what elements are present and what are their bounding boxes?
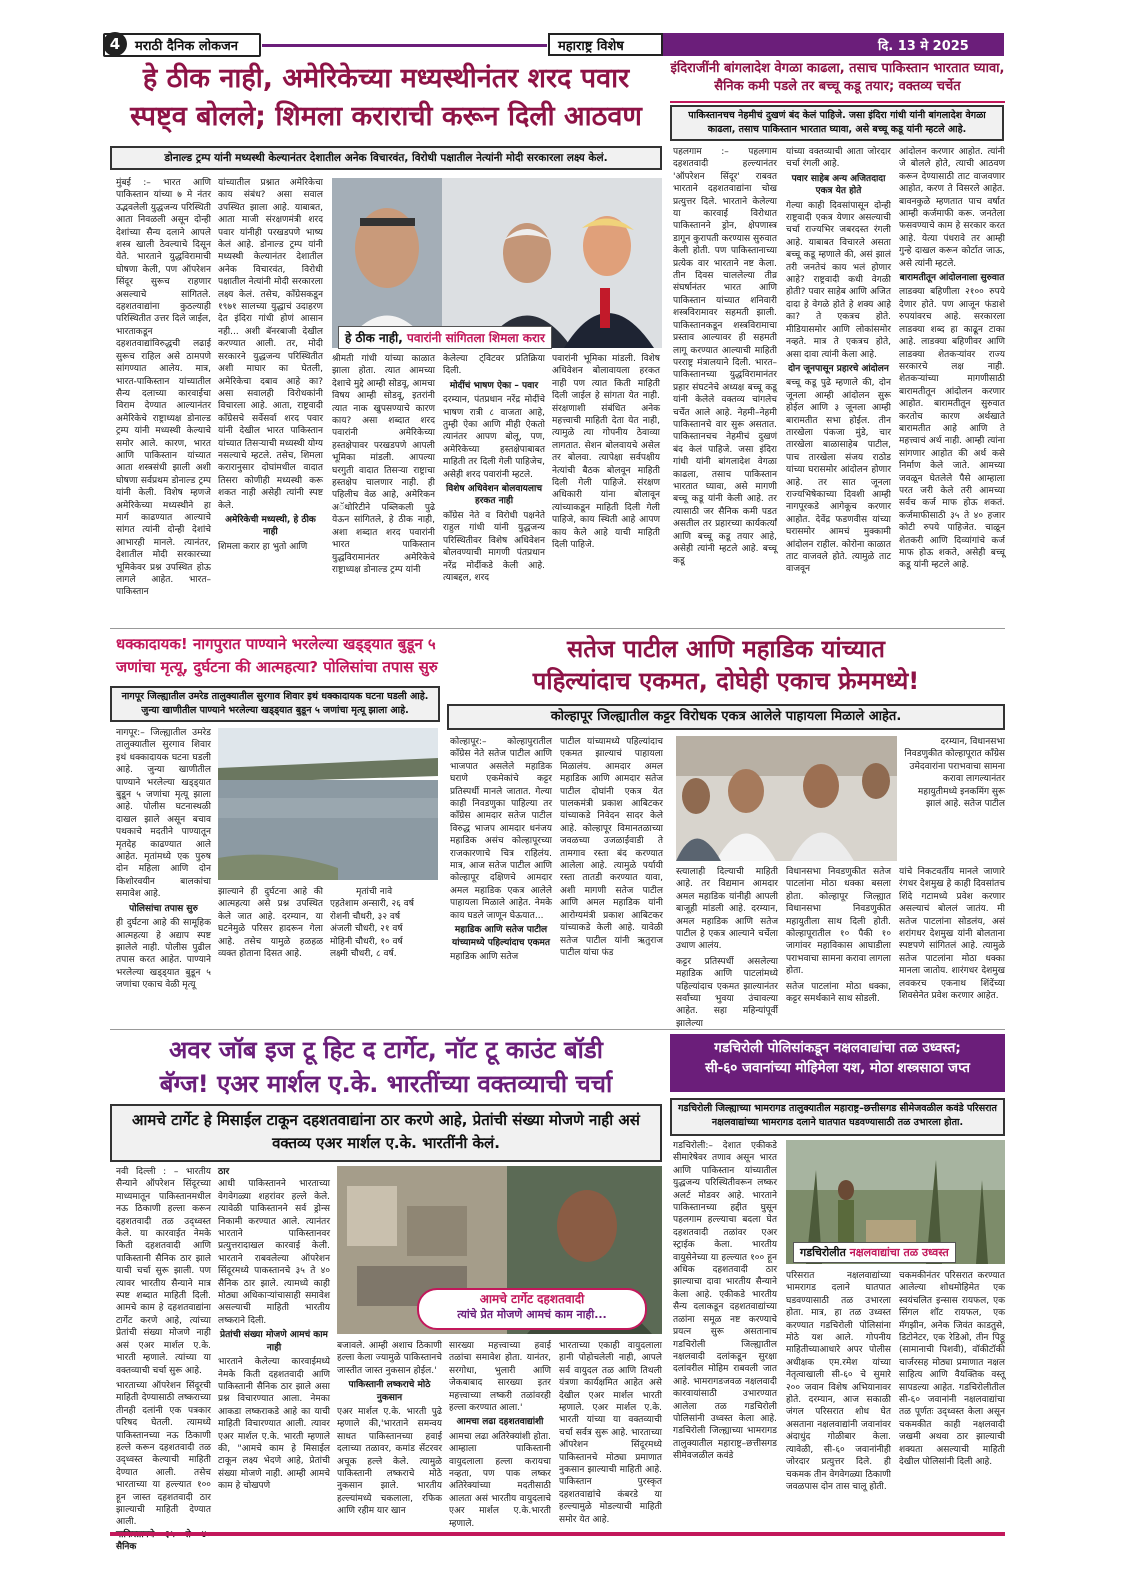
story4-deck: कोल्हापूर जिल्ह्यातील कट्टर विरोधक एकत्र आलेले पाहायला मिळाले आहेत. <box>447 704 1005 730</box>
story4-col-b1: स्त्यालाही दिल्याची माहिती आहे. तर विद्यमान आमदार अमल महाडिक यांनीही आपली बाजूही मांडली आहे. दरम्यान, अमल महाडिक आणि सतेज पाटील हे एकत्र आल्याने चर्चेला उधाण आलंय. कट्टर प्रतिस्पर्धी असलेल्या महाडिक आणि पाटलांमध्ये पहिल्यांदाच एकमत झाल्यानंतर सर्वांच्या भुवया उंचावल्या आहेत. सहा महिन्यांपूर्वी झालेल्या <box>676 867 778 1029</box>
story4-col1-subhead: महाडिक आणि सतेज पाटील यांच्यामध्ये पहिल्यांदाच एकमत <box>451 925 551 948</box>
story6-headline-line2: सी-६० जवानांच्या मोहिमेला यश, मोठा शस्त्रसाठा जप्त <box>705 1060 970 1077</box>
story5-col2-subhead: प्रेतांची संख्या मोजणे आमचं काम नाही <box>220 1330 328 1353</box>
story4-headline-line2: पहिल्यांदाच एकमत, दोघेही एकाच फ्रेममध्ये! <box>532 667 920 696</box>
story4-headline <box>447 633 1005 698</box>
story5-col2: ठार आधी पाकिस्तानने भारताच्या वेगवेगळ्या शहरांवर हल्ले केले. त्यावेळी पाकिस्तानने सर्व ड्रोन्स निकामी करण्यात आले. त्यानंतर भारताने पाकिस्तानवर प्रत्युत्तरादाखल कारवाई केली. भारताने राबवलेल्या ऑपरेशन सिंदूरमध्ये पाकस्तानचे ३५ ते ४० सैनिक ठार झाले. त्यामध्ये काही मोठ्या अधिकाऱ्यांचासाही समावेश असल्याची माहिती भारतीय लष्कराने दिली. प्रेतांची संख्या मोजणे आमचं काम नाही भारताने केलेल्या कारवाईमध्ये नेमके किती दहशतवादी आणि पाकिस्तानी सैनिक ठार झाले असा प्रश्न विचारण्यात आला. नेमका आकडा लष्कराकडे आहे का याची माहिती विचारण्यात आली. त्यावर एअर मार्शल ए.के. भारती म्हणाले की, "आमचे काम हे मिसाईल टाकून लक्ष्य भेदणे आहे, प्रेतांची संख्या मोजणे नाही. आम्ही आमचे काम हे चोखपणे <box>218 1167 330 1492</box>
masthead-rule <box>262 44 547 47</box>
story1-col5: पवारांनी भूमिका मांडली. विशेष अधिवेशन बोलावायला हरकत नाही पण त्यात किती माहिती दिली जाईल हे सांगता येत नाही. संरक्षणाशी संबंधित अनेक महत्त्वाची माहिती देता येत नाही, त्यामुळे त्या गोपनीय ठेवाव्या लागतात. सेशन बोलवायचे असेल तर बोलवा. त्यापेक्षा सर्वपक्षीय नेत्यांची बैठक बोलवून माहिती दिली गेली पाहिजे. संरक्षण अधिकारी यांना बोलावून त्यांच्याकडून माहिती दिली गेली पाहिजे, काय स्थिती आहे आपण काय केले आहे याची माहिती दिली पाहिजे. <box>552 354 660 551</box>
story3-victims: मृतांची नावे एहतेशाम अन्सारी, २६ वर्ष रोशनी चौधरी, ३२ वर्ष अंजली चौधरी, २१ वर्ष मोहिनी चौधरी, १० वर्ष लक्ष्मी चौधरी, ८ वर्ष. <box>330 887 414 960</box>
photo-patil-mahadik <box>676 736 897 861</box>
story1-headline <box>116 60 656 136</box>
story5-col4: सारख्या महत्त्वाच्या हवाई तळांचा समावेश होता. यानंतर, सरगोधा, भुलारी आणि जेकबाबाद सारख्या इतर महत्त्वाच्या लष्करी तळांवरही हल्ला करण्यात आला.' आमचा लढा दहशतवाद्यांशी आमचा लढा अतिरेक्यांशी होता. आम्हाला पाकिस्तानी वायुदलाला हल्ला करायचा नव्हता, पण पाक लष्कर अतिरेक्यांच्या मदतीसाठी आलता असं भारतीय वायुदलाचे एअर मार्शल ए.के.भारती म्हणाले. <box>449 1341 551 1529</box>
story3-headline <box>116 633 446 678</box>
photo-quarry-pond <box>218 728 438 880</box>
story2-col1: पहलगाम :– पहलगाम दहशतवादी हल्ल्यानंतर 'ऑपरेशन सिंदूर' राबवत भारताने दहशतवाद्यांना चोख प्रत्युत्तर दिले. भारताने केलेल्या या कारवाई विरोधात पाकिस्तानने ड्रोन, क्षेपणास्त्र डागून कुरापती करण्यास सुरुवात केली होती. पण पाकिस्तानाच्या प्रत्येक वार भारताने नष्ट केला. तीन दिवस चाललेल्या तीव्र संघर्षानंतर भारत आणि पाकिस्तान यांच्यात शनिवारी शस्त्रविरामावर सहमती झाली. पाकिस्तानकडून शस्त्रविरामाचा प्रस्ताव आल्यावर ही सहमती लागू करण्यात आल्याची माहिती परराष्ट्र मंत्रालयाने दिली. भारत–पाकिस्तानच्या युद्धविरामानंतर प्रहार संघटनेचे अध्यक्ष बच्चू कडू यांनी केलेले वक्तव्य चांगलेच चर्चेत आले आहे. नेहमी–नेहमी पाकिस्तानचे वार सुरू असतात. पाकिस्तानचच नेहमीचं दुखणं बंद केलं पाहिजे. जसा इंदिरा गांधी यांनी बांगलादेश वेगळा काढला, तसाच पाकिस्तान भारतात घ्यावा, असे मागणी बच्चू कडू यांनी केली आहे. तर त्यासाठी जर सैनिक कमी पडत असतील तर प्रहारच्या कार्यकर्त्यां आणि बच्चू कडू तयार आहे, असेही त्यांनी म्हटले आहे. बच्चू कडू <box>673 147 777 567</box>
story1-col2: यांच्यातील प्रश्नात अमेरिकेचा काय संबंध? असा सवाल उपस्थित झाला आहे. याबाबत, आता माजी संरक्षणमंत्री शरद पवार यांनीही परखडपणे भाष्य केलं आहे. डोनाल्ड ट्रम्प यांनी मध्यस्थी केल्यानंतर देशातील अनेक विचारवंत, विरोधी पक्षातील नेत्यांनी मोदी सरकारला लक्ष्य केलं. तसेच, काँग्रेसकडून १९७१ सालच्या युद्धाचं उदाहरण देत इंदिरा गांधी होणं आसान नही... अशी बॅनरबाजी देखील करण्यात आली. तर, मोदी सरकारने युद्धजन्य परिस्थितीत अशी माघार का घेतली, अमेरिकेचा दबाव आहे का? असा सवालही विरोधकांनी विचारला आहे. आता, राष्ट्रवादी काँग्रेसचे सर्वेसर्वा शरद पवार यांनी देखील भारत पाकिस्तान यांच्यात तिसऱ्याची मध्यस्थी योग्य नसल्याचे म्हटले. तसेच, शिमला करारानुसार दोघांमधील वादात तिसरा कोणीही मध्यस्थी करू शकत नाही असेही त्यांनी स्पष्ट केले. अमेरिकेची मध्यस्थी, हे ठीक नाही शिमला करार हा भुतो आणि <box>218 178 323 552</box>
story1-photo <box>332 178 662 348</box>
story6-headline-bar <box>670 1034 1005 1092</box>
story5-col5: भारताच्या एकाही वायुदलाला हानी पोहोचलेली नाही, आपले सर्व वायुदल तळ आणि तिथली यंत्रणा कार्यक्षमित आहेत असे देखील एअर मार्शल भारती म्हणाले. एअर मार्शल ए.के. भारती यांच्या या वक्तव्याची चर्चा सर्वत्र सुरू आहे. भारताच्या ऑपरेशन सिंदूरमध्ये पाकिस्तानचे मोठ्या प्रमाणात नुकसान झाल्याची माहिती आहे. पाकिस्तान पुरस्कृत दहशतवाद्यांचे कंबरडे या हल्ल्यामुळे मोडल्याची माहिती समोर येत आहे. <box>559 1341 662 1525</box>
story2-rule <box>670 101 1005 103</box>
story1-col3: श्रीमती गांधी यांच्या काळात झाला होता. त्यात आमच्या देशाचे मुद्दे आम्ही सोडवू, आमचा विषय आम्ही सोडवू, इतरांनी त्यात नाक खुपसण्याचे कारण काय? असा शब्दात शरद पवारांनी अमेरिकेच्या हस्तक्षेपावर परखडपणे आपली भूमिका मांडली. आपल्या घरगुती वादात तिसऱ्या राष्ट्राचा हस्तक्षेप चालणार नाही. ही पहिलीच वेळ आहे, अमेरिकन अॅथोरिटीने पब्लिकली पुढे येऊन सांगितले, हे ठीक नाही, अशा शब्दात शरद पवारांनी भारत पाकिस्तान युद्धविरामानंतर अमेरिकेचे राष्ट्राध्यक्ष डोनाल्ड ट्रम्प यांनी <box>332 354 435 575</box>
story6-headline-line1: गडचिरोली पोलिसांकडून नक्षलवाद्यांचा तळ उध्वस्त; <box>714 1040 961 1056</box>
story3-col1: नागपूर:– जिल्ह्यातील उमरेड तालुक्यातील सुरगाव शिवार इथं धक्कादायक घटना घडली आहे. जुन्या खाणीतील पाण्याने भरलेल्या खड्ड्यात बुडून ५ जणांचा मृत्यू झाला आहे. पोलीस घटनास्थळी दाखल झाले असून बचाव पथकाचे मदतीने पाण्यातून मृतदेह काढण्यात आले आहेत. मृतांमध्ये एक पुरुष दोन महिला आणि दोन किशोरवयीन बालकांचा समावेश आहे. पोलिसांचा तपास सुरु ही दुर्घटना आहे की सामूहिक आत्महत्या हे अद्याप स्पष्ट झालेले नाही. पोलीस पुढील तपास करत आहेत. पाण्याने भरलेल्या खड्ड्यात बुडून ५ जणांचा एकाच वेळी मृत्यू <box>116 728 211 991</box>
story4-col3: दरम्यान, विधानसभा निवडणुकीत कोल्हापूरात काँग्रेस उमेदवारांना पराभवाचा सामना करावा लागल्यानंतर महायुतीमध्ये इनकमिंग सुरू झालं आहे. सतेज पाटील <box>904 737 1005 810</box>
story3-bottom-mid: झाल्याने ही दुर्घटना आहे की आत्महत्या असे प्रश्न उपस्थित केले जात आहे. दरम्यान, या घटनेमुळे परिसर हादरून गेला आहे. तसेच यामुळे हळहळ व्यक्त होताना दिसत आहे. <box>218 887 323 960</box>
story2-col2-subhead2: दोन जूनपासून प्रहारचे आंदोलन <box>788 363 889 374</box>
story2-col3: आंदोलन करणार आहोत. त्यांनी जे बोलले होते, त्याची आठवण करून देण्यासाठी ताट वाजवणार आहोत, करण ते विसरले आहेत. बावनकुळे म्हणतात पाच वर्षात आम्ही कर्जमाफी करू. जनतेला फसवण्याचे काम हे सरकार करत आहे. येत्या पंधरावे तर आम्ही गुन्हे दाखल करून कोर्टात जाऊ, असे त्यांनी म्हटले. बारामतीतून आंदोलनाला सुरुवात लाडक्या बहिणीला २१०० रुपये देणार होते. पण आजून फंडाशे रुपयांवरच आहे. सरकारला लाडक्या शब्द हा काढून टाका आहे. लाडक्या बहिणीवर आणि लाडक्या शेतकऱ्यांवर राज्य सरकारचे लक्ष नाही. शेतकऱ्यांच्या मागणीसाठी बारामतीतून आंदोलन करणार आहोत. बारामतीतून सुरुवात करतोच कारण अर्थखाते बारामतीत आहे आणि ते महत्त्वाचं अर्थ नाही. आम्ही त्यांना सांगणार आहोत की अर्थ कसे निर्माण केले जाते. आमच्या जवळून घेतलेले पैसे आम्हाला परत जरी केले तरी आमच्या सर्वच कर्ज माफ होऊ शकतं. कर्जमाफीसाठी ३५ ते ४० हजार कोटी रुपये पाहिजेत. चाळून शेतकरी आणि दिव्यांगांचे कर्ज माफ होऊ शकते, असेही बच्चू कडू यांनी म्हटले आहे. <box>899 147 1005 571</box>
story1-col4: केलेल्या ट्विटवर प्रतिक्रिया दिली. मोदींचं भाषण ऐका – पवार दरम्यान, पंतप्रधान नरेंद्र मोदींचे भाषण रात्री ८ वाजता आहे, तुम्ही ऐका आणि मीही ऐकतो त्यानंतर आपण बोलू, पण, अमेरिकेच्या हस्तक्षेपाबाबत माहिती तर दिली गेली पाहिजेच, असेही शरद पवारांनी म्हटले. विशेष अधिवेशन बोलवायलाच हरकत नाही काँग्रेस नेते व विरोधी पक्षनेते राहुल गांधी यांनी युद्धजन्य परिस्थितीवर विशेष अधिवेशन बोलवण्याची मागणी पंतप्रधान नरेंद्र मोदींकडे केली आहे. त्याबद्दल, शरद <box>443 354 545 583</box>
story3-headline-line1: धक्कादायक! नागपुरात पाण्याने भरलेल्या खड्ड्यात बुडून ५ <box>116 635 436 653</box>
story3-headline-line2: जणांचा मृत्यू, दुर्घटना की आत्महत्या? पोलिसांचा तपास सुरु <box>116 657 438 676</box>
story5-col1: नवी दिल्ली : – भारतीय सैन्याने ऑपरेशन सिंदूरच्या माध्यमातून पाकिस्तानमधील नऊ ठिकाणी हल्ला करून दहशतवादी तळ उद्ध्वस्त केले. या कारवाईत नेमके किती दहशतवादी आणि पाकिस्तानी सैनिक ठार झाले याची चर्चा सुरू झाली. पण त्यावर भारतीय सैन्याने मात्र स्पष्ट शब्दात माहिती दिली. आमचे काम हे दहशतवाद्यांना टार्गेट करणे आहे, त्यांच्या प्रेतांची संख्या मोजणे नाही असं एअर मार्शल ए.के. भारती म्हणाले. त्यांच्या या वक्तव्याची चर्चा सुरू आहे. भारताच्या ऑपरेशन सिंदूरची माहिती देण्यासाठी लष्कराच्या तीनही दलांनी एक पत्रकार परिषद घेतली. त्यामध्ये पाकिस्तानच्या नऊ ठिकाणी हल्ले करून दहशतवादी तळ उद्ध्वस्त केल्याची माहिती देण्यात आली. तसेच भारताच्या या हल्ल्यात १०० हून जास्त दहशतवादी ठार झाल्याची माहिती देण्यात आली. सैनिक <box>116 1167 211 1553</box>
story4-photo <box>676 736 897 861</box>
story3-photo <box>218 728 438 880</box>
story1-photo-caption: हे ठीक नाही, पवारांनी सांगितला शिमला करार <box>338 326 552 349</box>
story1-col1: मुंबई :– भारत आणि पाकिस्तान यांच्या ७ मे नंतर उद्भवलेली युद्धजन्य परिस्थिती आता निवळली असून दोन्ही देशांच्या सैन्य दलाने आपले शस्त्र खाली ठेवल्याचे दिसून येते. भारताने युद्धविरामाची घोषणा केली, पण ऑपरेशन सिंदूर सुरूच राहणार असल्याचे सांगितले. दहशतवाद्यांना कुठल्याही परिस्थितीत उत्तर दिले जाईल, भारताकडून दहशतवाद्यांविरुद्धची लढाई सुरूच राहिल असे ठामपणे सांगण्यात आलेय. मात्र, भारत-पाकिस्तान यांच्यातील सैन्य दलाच्या कारवाईचा विराम देण्यात आल्यानंतर अमेरिकेचे राष्ट्राध्यक्ष डोनाल्ड ट्रम्प यांनी मध्यस्थी केल्याचे समोर आले. कारण, भारत आणि पाकिस्तान यांच्यात आता शस्त्रसंधी झाली अशी घोषणा सर्वप्रथम डोनाल्ड ट्रम्प यांनी केली. विशेष म्हणजे अमेरिकेच्या मध्यस्थीने हा मार्ग काढण्यात आल्याचे सांगत त्यांनी दोन्ही देशांचे आभारही मानले. त्यानंतर, देशातील मोदी सरकारच्या भूमिकेवर प्रश्न उपस्थित होऊ लागले आहेत. भारत–पाकिस्तान <box>116 178 211 598</box>
story4-col-b3: यांचे निकटवर्तीय मानले जाणारे रंगधर देशमुख हे काही दिवसांतच शिंदे गटामध्ये प्रवेश करणार असल्याचं बोललं जातंय. मी सतेज पाटलांना सोडलंय, असं शरांगधर देशमुख यांनी बोलताना स्पष्टपणे सांगितलं आहे. त्यामुळे सतेज पाटलांना मोठा धक्का मानला जातोय. शारंगधर देशमुख लवकरच एकनाथ शिंदेंच्या शिवसेनेत प्रवेश करणार आहेत. <box>899 867 1005 1002</box>
story2-col2: यांच्या वक्तव्याची आता जोरदार चर्चा रंगली आहे. पवार साहेब अन्य अजितदादा एकत्र येत होते गेल्या काही दिवसांपासून दोन्ही राष्ट्रवादी एकत्र येणार असल्याची चर्चा राज्यभिर जबरदस्त रंगली आहे. याबाबत विचारले असता बच्चू कडू म्हणाले की, असं झालं तरी जनतेचं काय भलं होणार आहे? राष्ट्रवादी कधी वेगळी होती? पवार साहेब आणि अजित दादा हे वेगळे होते हे शक्य आहे का? ते एकत्रच होते. मीडियासमोर आणि लोकांसमोर नव्हते. मात्र ते एकत्रच होते, असा दावा त्यांनी केला आहे. दोन जूनपासून प्रहारचे आंदोलन बच्चू कडू पुढे म्हणाले की, दोन जूनला आम्ही आंदोलन सुरू होईल आणि ३ जूनला आम्ही बारामतीत सभा होईल. तीन तारखेला पंकजा मुंडे, चार तारखेला बाळासाहेब पाटील, पाच तारखेला संजय राठोड यांच्या घरासमोर आंदोलन होणार आहे. तर सात जूनला राज्यभिषेकाच्या दिवशी आम्ही नागपूरकडे आगेकूच करणार आहोत. देवेंद्र फडणवीस यांच्या घरासमोर आमचं मुक्कामी आंदोलन राहील. कोरोना काळात ताट वाजवले होते. त्यामुळे ताट वाजवून <box>786 147 891 575</box>
story5-headline <box>110 1034 662 1101</box>
story5-col4-subhead: आमचा लढा दहशतवाद्यांशी <box>456 1417 544 1428</box>
story6-col3: चकमकीनंतर परिसरात करण्यात आलेल्या शोधमोहिमेत एक स्वयंचलित इन्सास रायफल, एक सिंगल शॉट रायफल, एक मॅगझीन, अनेक जिवंत काडतुसे, डिटोनेटर, एक रेडिओ, तीन पिठ्ठू (सामानाची पिशवी), वॉकीटॉकी चार्जरसह मोठ्या प्रमाणात नक्षल साहित्य आणि वैयक्तिक वस्तू सापडल्या आहेत. गडचिरोलीतील सी-६० जवानांनी नक्षलवाद्यांचा तळ पूर्णतः उद्ध्वस्त केला असून चकमकीत काही नक्षलवादी जखमी अथवा ठार झाल्याची शक्यता असल्याची माहिती देखील पोलिसांनी दिली आहे. <box>899 1271 1005 1468</box>
story1-col4-subhead2: विशेष अधिवेशन बोलवायलाच हरकत नाही <box>445 484 543 507</box>
story4-col-b2: विधानसभा निवडणुकीत सतेज पाटलांना मोठा धक्का बसला होता. कोल्हापूर जिल्ह्यात विधानसभा निवडणुकीत महायुतीला साथ दिली होती. कोल्हापूरातील १० पैकी १० जागांवर महाविकास आघाडीला पराभवाचा सामना करावा लागला होता. सतेज पाटलांना मोठा धक्का, कट्टर समर्थकाने साथ सोडली. <box>786 867 891 1005</box>
story6-col1: गडचिरोली:– देशात एकीकडे सीमारेषेवर तणाव असून भारत आणि पाकिस्तान यांच्यातील युद्धजन्य परिस्थितीवरून लष्कर अलर्ट मोडवर आहे. भारताने पाकिस्तानच्या हद्दीत घुसून पहलगाम हल्ल्याचा बदला घेत दहशतवादी तळांवर एअर स्ट्राईक केला. भारतीय वायुसेनेच्या या हल्ल्यात १०० हून अधिक दहशतवादी ठार झाल्याचा दावा भारतीय सैन्याने केला आहे. एकीकडे भारतीय सैन्य दलाकडून दहशतवाद्यांच्या तळांना समूळ नष्ट करण्याचे प्रयत्न सुरू असतानाच गडचिरोली जिल्ह्यातील नक्षलवादी दलांकडून सुरक्षा दलांवरील मोहिम राबवली जात आहे. भामरागडजवळ नक्षलवादी कारवायांसाठी उभारण्यात आलेला तळ गडचिरोली पोलिसांनी उध्वस्त केला आहे. गडचिरोली जिल्ह्याच्या भामरागड तालुक्यातील महाराष्ट्र–छत्तीसगड सीमेवजळील कवंडे <box>673 1141 777 1462</box>
date: दि. 13 मे 2025 <box>878 39 969 54</box>
story1-headline-line2: स्पष्ट्व बोलले; शिमला कराराची करून दिली आठवण <box>130 100 642 132</box>
story2-deck: पाकिस्तानचच नेहमीचं दुखणं बंद केलं पाहिजे. जसा इंदिरा गांधी यांनी बांगलादेश वेगळा काढला, तसाच पाकिस्तान भारतात घ्यावा, असे बच्चू कडू यांनी म्हटले आहे. <box>670 105 1004 141</box>
photo-pawar-modi-trump <box>332 178 662 348</box>
story1-deck-text: डोनाल्ड ट्रम्प यांनी मध्यस्थी केल्यानंतर देशातील अनेक विचारवंत, विरोधी पक्षातील नेत्यांनी मोदी सरकारला लक्ष्य केलं. <box>164 152 608 164</box>
section-divider <box>110 628 1005 629</box>
story1-deck <box>110 146 662 170</box>
story3-col1-subhead: पोलिसांचा तपास सुरु <box>129 903 198 914</box>
story5-col3: बजावले. आम्ही अशाच ठिकाणी हल्ला केला ज्यामुळे पाकिस्तानचे जास्तीत जास्त नुकसान होईल.' पाकिस्तानी लष्कराचे मोठे नुकसान एअर मार्शल ए.के. भारती पुढे म्हणाले की,'भारताने समन्वय साधत पाकिस्तानच्या हवाई दलाच्या तळावर, कमांड सेंटरवर अचूक हल्ले केले. त्यामुळे पाकिस्तानी लष्कराचे मोठे नुकसान झाले. भारतीय हल्ल्यांमध्ये चकलाला, रफिक आणि रहीम यार खान <box>337 1341 442 1517</box>
story2-headline: इंदिराजींनी बांगलादेश वेगळा काढला, तसाच पाकिस्तान भारतात घ्यावा, सैनिक कमी पडले तर बच्चू कडू तयार; वक्तव्य चर्चेत <box>670 61 1005 94</box>
paper-name: मराठी दैनिक लोकजन <box>135 39 238 54</box>
section-divider-2 <box>110 1029 1005 1030</box>
story6-deck: गडचिरोली जिल्ह्याच्या भामरागड तालुक्यातील महाराष्ट्र–छत्तीसगड सीमेजवळील कवंडे परिसरात नक्षलवाद्यांच्या भामरागड दलाने घातपात घडवण्यासाठी तळ उभारला होता. <box>670 1098 1005 1136</box>
story1-headline-line1: हे ठीक नाही, अमेरिकेच्या मध्यस्थीनंतर शरद पवार <box>142 63 630 94</box>
page-number-circle: 4 <box>103 32 127 56</box>
story5-deck: आमचे टार्गेट हे मिसाईल टाकून दहशतवाद्यांना ठार करणे आहे, प्रेतांची संख्या मोजणे नाही असं वक्तव्य एअर मार्शल ए.के. भारतींनी केलं. <box>110 1104 662 1162</box>
story5-headline-line1: अवर जॉब इज टू हिट द टार्गेट, नॉट टू काउंट बॉडी <box>169 1036 603 1064</box>
story4-col2: पाटील यांच्यामध्ये पहिल्यांदाच एकमत झाल्याचं पाहायला मिळालंय. आमदार अमल महाडिक आणि आमदार सतेज पाटील दोघांनी एकत्र येत पालकमंत्री प्रकाश आबिटकर यांच्याकडे निवेदन सादर केले आहे. कोल्हापूर विमानतळाच्या जवळच्या उजळाईवाडी ते तामगाव रस्ता बंद करण्यात आलेला आहे. त्यामुळे पर्यायी रस्ता तातडी करण्यात यावा, अशी मागणी सतेज पाटील आणि अमल महाडिक यांनी आरोग्यमंत्री प्रकाश आबिटकर यांच्याकडे केली आहे. यावेळी सतेज पाटील यांनी ऋतुराज पाटील यांचा फंड <box>560 737 663 958</box>
story5-headline-line2: बॅग्ज! एअर मार्शल ए.के. भारतींच्या वक्तव्याची चर्चा <box>159 1069 613 1098</box>
story2-col2-subhead1: पवार साहेब अन्य अजितदादा एकत्र येत होते <box>791 173 886 197</box>
story5-photo-banner: आमचे टार्गेट दहशतवादी त्यांचे प्रेत मोजणे आमचं काम नाही... <box>417 1288 647 1330</box>
story5-col3-subhead: पाकिस्तानी लष्कराचे मोठे नुकसान <box>348 1380 431 1403</box>
story2-col3-subhead: बारामतीतून आंदोलनाला सुरुवात <box>899 273 1005 284</box>
story6-photo-caption: गडचिरोलीत नक्षलवाद्यांचा तळ उध्वस्त <box>793 1242 956 1263</box>
section-title: महाराष्ट्र विशेष <box>558 39 624 54</box>
story3-deck: नागपूर जिल्ह्यातील उमरेड तालुक्यातील सुरगाव शिवार इथं धक्कादायक घटना घडली आहे. जुन्या खाणीतील पाण्याने भरलेल्या खड्ड्यात बुडून ५ जणांचा मृत्यू झाला आहे. <box>110 686 440 722</box>
story1-col2-subhead: अमेरिकेची मध्यस्थी, हे ठीक नाही <box>225 514 316 538</box>
story6-col2: परिसरात नक्षलवाद्यांच्या भामरागड दलाने घातपात घडवण्यासाठी तळ उभारला होता. मात्र, हा तळ उध्वस्त करण्यात गडचिरोली पोलिसांना मोठे यश आले. गोपनीय माहितीच्याआधारे अपर पोलीस अधीक्षक एम.रमेश यांच्या नेतृत्वाखाली सी-६० चे सुमारे २०० जवान विशेष अभियानावर होते. दरम्यान, आज सकाळी जंगल परिसरात शोध घेत असताना नक्षलवाद्यांनी जवानांवर अंदाधुंद गोळीबार केला. त्यावेळी, सी-६० जवानांनीही जोरदार प्रत्युत्तर दिले. ही चकमक तीन वेगवेगळ्या ठिकाणी जवळपास दोन तास चालू होती. <box>786 1271 891 1492</box>
footer-rule <box>110 1532 1005 1536</box>
story1-col4-subhead1: मोदींचं भाषण ऐका – पवार <box>449 380 539 391</box>
story4-headline-line1: सतेज पाटील आणि महाडिक यांच्यात <box>567 635 885 663</box>
story4-col1: कोल्हापूर:– कोल्हापुरातील कॉंग्रेस नेते सतेज पाटील आणि भाजपात असलेले महाडिक घराणे एकमेकांचे कट्टर प्रतिस्पर्धी मानले जातात. गेल्या काही निवडणुका पाहिल्या तर कॉंग्रेस आमदार सतेज पाटील विरुद्ध भाजप आमदार धनंजय महाडिक असंच कोल्हापूरच्या राजकारणाचे चित्र राहिलंय. मात्र, आज सतेज पाटील आणि कोल्हापूर दक्षिणचे आमदार अमल महाडिक एकत्र आलेले पाहायला मिळाले आहेत. नेमके काय घडले जाणून घेऊयात... महाडिक आणि सतेज पाटील यांच्यामध्ये पहिल्यांदाच एकमत महाडिक आणि सतेज <box>450 737 552 962</box>
